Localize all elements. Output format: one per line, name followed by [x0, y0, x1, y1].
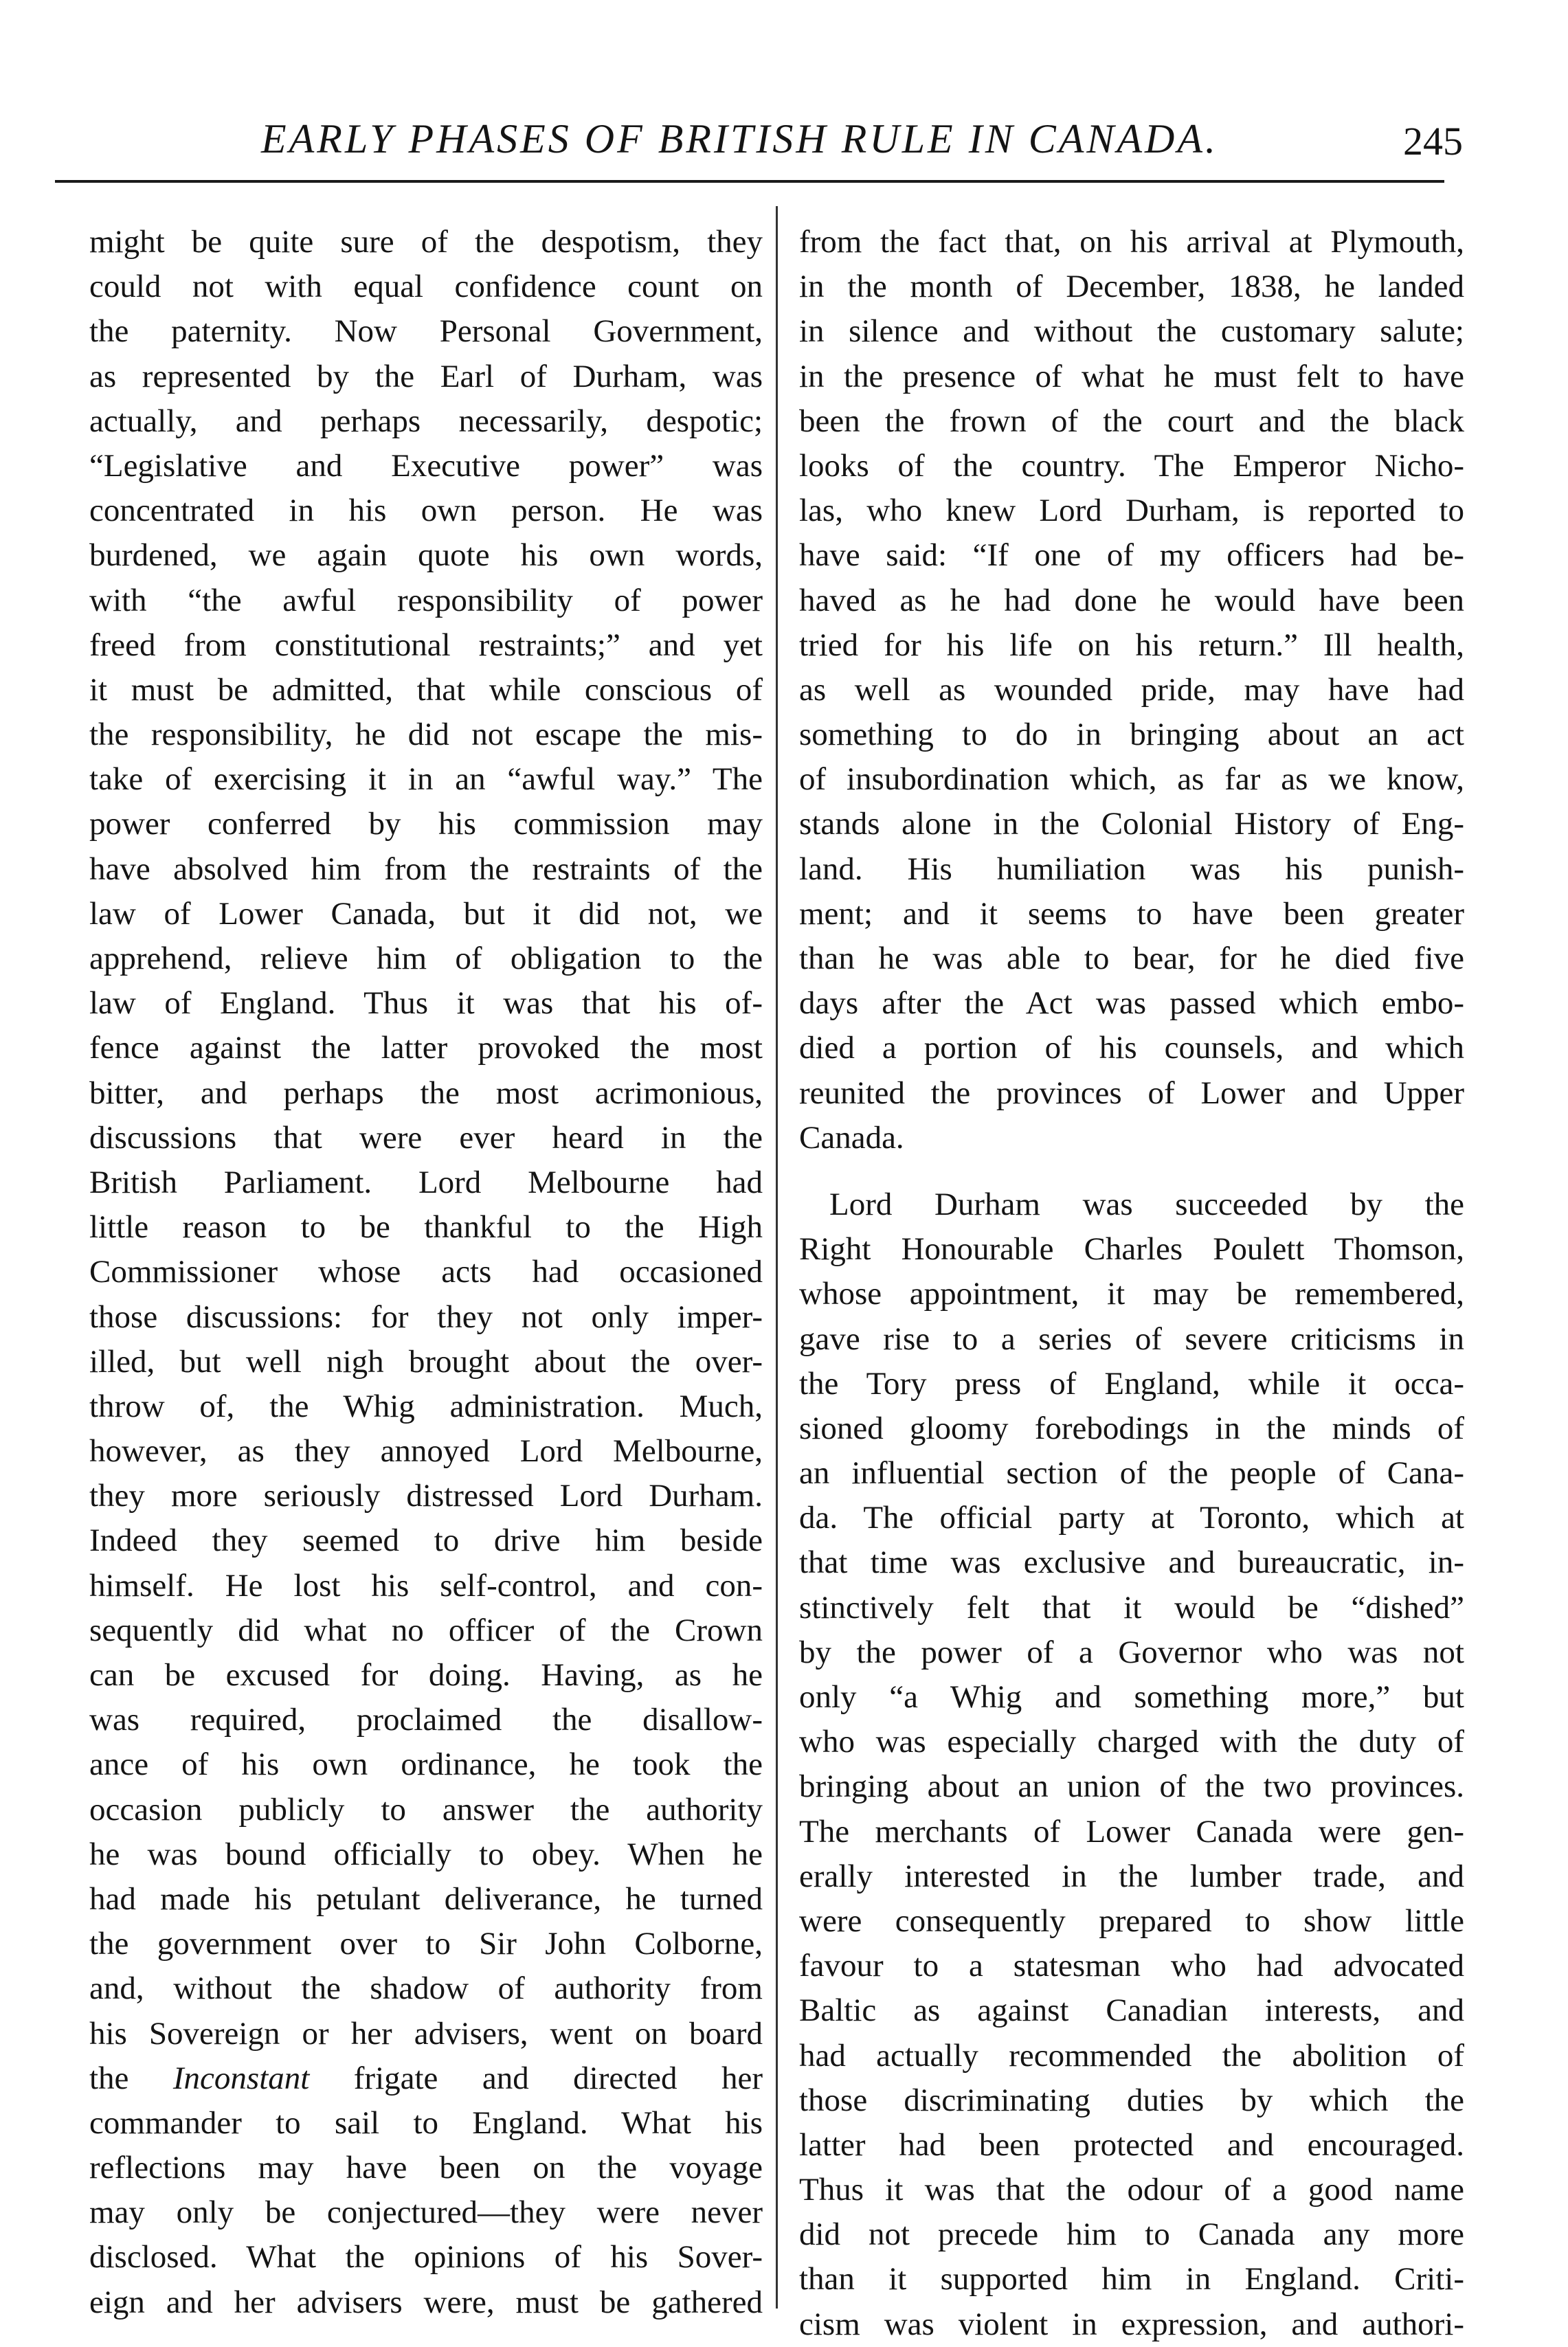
text-line: were consequently prepared to show little	[799, 1902, 1464, 1939]
header-rule	[55, 180, 1444, 183]
text-line: throw of, the Whig administration. Much,	[89, 1388, 763, 1424]
text-line: may only be conjectured—they were never	[89, 2194, 763, 2231]
text-line: sioned gloomy forebodings in the minds of	[799, 1410, 1464, 1446]
text-line: cism was violent in expression, and authori-	[799, 2306, 1464, 2342]
ship-name: Inconstant	[172, 2060, 310, 2096]
text-line: days after the Act was passed which embo-	[799, 985, 1464, 1022]
text-line: might be quite sure of the despotism, they	[89, 224, 763, 260]
text-line: concentrated in his own person. He was	[89, 493, 763, 529]
text-line: actually, and perhaps necessarily, despotic;	[89, 403, 763, 439]
text-line: looks of the country. The Emperor Nicho-	[799, 447, 1464, 484]
text-line: Thus it was that the odour of a good name	[799, 2172, 1464, 2208]
text-line: law of England. Thus it was that his of-	[89, 985, 763, 1022]
text-line: burdened, we again quote his own words,	[89, 537, 763, 574]
text-line: have said: “If one of my officers had be-	[799, 537, 1464, 574]
text-line: Commissioner whose acts had occasioned	[89, 1254, 763, 1290]
left-column-lines-end	[89, 2101, 763, 2325]
text-line: las, who knew Lord Durham, is reported to	[799, 493, 1464, 529]
text-line: in the month of December, 1838, he landed	[799, 269, 1464, 305]
paragraph-gap	[799, 1160, 1464, 1182]
text-line-ship-name	[89, 2056, 763, 2101]
text-line: commander to sail to England. What his	[89, 2104, 763, 2141]
text-line: apprehend, relieve him of obligation to the	[89, 941, 763, 976]
text-line: with “the awful responsibility of power	[89, 582, 763, 618]
text-line: those discriminating duties by which the	[799, 2082, 1464, 2118]
text-line: can be excused for doing. Having, as he	[89, 1657, 763, 1693]
text-line: that time was exclusive and bureaucratic, in-	[799, 1545, 1464, 1581]
text-line: The merchants of Lower Canada were gen-	[799, 1813, 1464, 1850]
text-line: only “a Whig and something more,” but	[799, 1679, 1464, 1715]
text-line: an influential section of the people of Cana-	[799, 1455, 1464, 1492]
text-line: erally interested in the lumber trade, and	[799, 1858, 1464, 1894]
text-line: from the fact that, on his arrival at Plymouth,	[799, 224, 1464, 260]
text-line: who was especially charged with the duty of	[799, 1724, 1464, 1760]
text-line: eign and her advisers were, must be gathered	[89, 2284, 763, 2320]
text-line: tried for his life on his return.” Ill health,	[799, 627, 1464, 663]
text-line: had actually recommended the abolition of	[799, 2037, 1464, 2074]
text-line: he was bound officially to obey. When he	[89, 1836, 763, 1872]
text-line: discussions that were ever heard in the	[89, 1119, 763, 1156]
text-line: been the frown of the court and the black	[799, 403, 1464, 439]
text-line: something to do in bringing about an act	[799, 717, 1464, 753]
text-line: could not with equal confidence count on	[89, 269, 763, 305]
text-line: gave rise to a series of severe criticisms in	[799, 1321, 1464, 1357]
text-line: disclosed. What the opinions of his Sover-	[89, 2239, 763, 2276]
text-line: bringing about an union of the two provinces.	[799, 1768, 1464, 1805]
text-line: it must be admitted, that while conscious of	[89, 671, 763, 708]
text-line: had made his petulant deliverance, he turned	[89, 1880, 763, 1917]
running-head: EARLY PHASES OF BRITISH RULE IN CANADA.	[261, 116, 1219, 161]
text-line: they more seriously distressed Lord Durham.	[89, 1478, 763, 1514]
right-column	[799, 220, 1464, 2347]
text-line: did not precede him to Canada any more	[799, 2216, 1464, 2253]
text-line: the government over to Sir John Colborne,	[89, 1926, 763, 1962]
paragraph-durham-successor	[799, 1182, 1464, 2347]
text-line: reflections may have been on the voyage	[89, 2150, 763, 2186]
text-line: law of Lower Canada, but it did not, we	[89, 895, 763, 932]
text-line: in the presence of what he must felt to have	[799, 358, 1464, 394]
text-line: haved as he had done he would have been	[799, 582, 1464, 618]
text-line: British Parliament. Lord Melbourne had	[89, 1164, 763, 1200]
paragraph-continued	[799, 220, 1464, 1160]
text-line: Lord Durham was succeeded by the	[829, 1186, 1464, 1222]
text-line: take of exercising it in an “awful way.” The	[89, 761, 763, 798]
text-line: fence against the latter provoked the most	[89, 1030, 763, 1066]
text-line: died a portion of his counsels, and which	[799, 1030, 1464, 1066]
text-line: stands alone in the Colonial History of Eng-	[799, 806, 1464, 842]
text-line: his Sovereign or her advisers, went on board	[89, 2015, 763, 2052]
text-line: little reason to be thankful to the High	[89, 1209, 763, 1246]
text-line: in silence and without the customary salute;	[799, 313, 1464, 350]
text-line: than he was able to bear, for he died five	[799, 941, 1464, 976]
text-line: Right Honourable Charles Poulett Thomson,	[799, 1231, 1464, 1268]
text-line: ment; and it seems to have been greater	[799, 895, 1464, 932]
text-line: freed from constitutional restraints;” and yet	[89, 627, 763, 663]
text-segment: frigate and directed her	[309, 2060, 763, 2096]
text-line: Baltic as against Canadian interests, and	[799, 1992, 1464, 2029]
text-line: the responsibility, he did not escape the mis-	[89, 717, 763, 753]
text-line: however, as they annoyed Lord Melbourne,	[89, 1433, 763, 1470]
text-line: himself. He lost his self-control, and con-	[89, 1567, 763, 1604]
text-line: whose appointment, it may be remembered,	[799, 1276, 1464, 1312]
text-line: latter had been protected and encouraged.	[799, 2126, 1464, 2163]
text-line: was required, proclaimed the disallow-	[89, 1702, 763, 1738]
column-divider	[776, 206, 778, 2309]
text-line: of insubordination which, as far as we know,	[799, 761, 1464, 798]
text-line: da. The official party at Toronto, which at	[799, 1500, 1464, 1536]
text-line: occasion publicly to answer the authority	[89, 1791, 763, 1828]
text-line: sequently did what no officer of the Crown	[89, 1612, 763, 1648]
left-column	[89, 220, 763, 2325]
text-line: as well as wounded pride, may have had	[799, 671, 1464, 708]
page-number: 245	[1403, 119, 1463, 164]
text-line: Canada.	[799, 1119, 904, 1156]
text-line: as represented by the Earl of Durham, was	[89, 358, 763, 394]
text-segment: the	[89, 2060, 173, 2096]
text-line: have absolved him from the restraints of the	[89, 851, 763, 887]
text-line: and, without the shadow of authority from	[89, 1970, 763, 2007]
text-line: reunited the provinces of Lower and Upper	[799, 1075, 1464, 1111]
text-line: stinctively felt that it would be “dished”	[799, 1589, 1464, 1626]
text-line: power conferred by his commission may	[89, 806, 763, 842]
text-line: illed, but well nigh brought about the over-	[89, 1343, 763, 1380]
text-line: those discussions: for they not only imper-	[89, 1299, 763, 1335]
text-line: bitter, and perhaps the most acrimonious,	[89, 1075, 763, 1111]
left-column-lines	[89, 220, 763, 2056]
text-line: Indeed they seemed to drive him beside	[89, 1523, 763, 1559]
text-line: land. His humiliation was his punish-	[799, 851, 1464, 887]
text-line: by the power of a Governor who was not	[799, 1634, 1464, 1670]
text-line: the paternity. Now Personal Government,	[89, 313, 763, 350]
text-line: than it supported him in England. Criti-	[799, 2261, 1464, 2298]
text-line: the Tory press of England, while it occa-	[799, 1365, 1464, 1402]
text-line: favour to a statesman who had advocated	[799, 1948, 1464, 1984]
text-line: “Legislative and Executive power” was	[89, 447, 763, 484]
text-line: ance of his own ordinance, he took the	[89, 1747, 763, 1783]
